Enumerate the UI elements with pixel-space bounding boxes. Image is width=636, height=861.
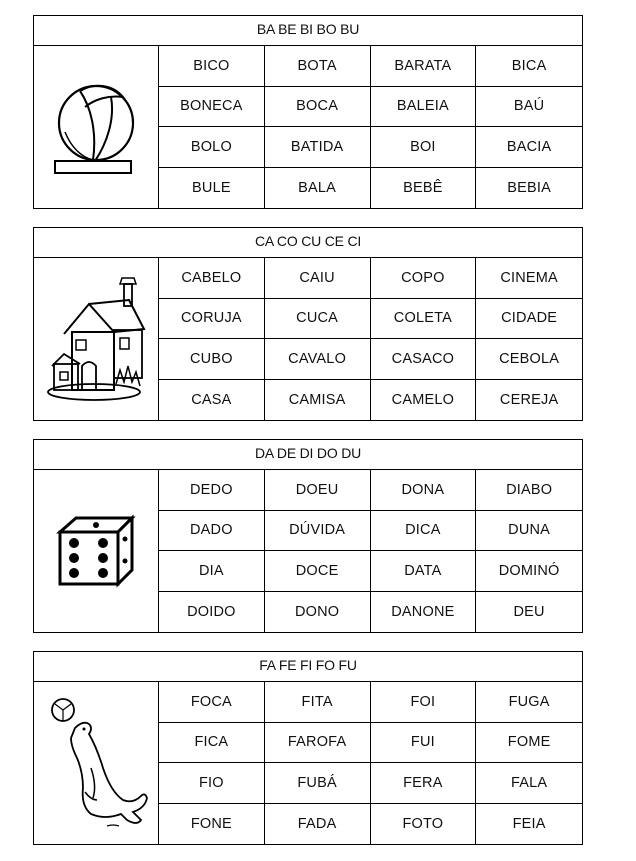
word-cell: DADO <box>159 511 265 552</box>
word-cell: CABELO <box>159 258 265 299</box>
word-cell: FEIA <box>512 815 546 832</box>
word-cell: FADA <box>265 804 371 845</box>
word-cell: DUNA <box>476 511 582 552</box>
word-cell: FOCA <box>159 682 265 723</box>
word-cell: FERA <box>371 763 477 804</box>
word-grid <box>159 470 582 632</box>
word-cell: BACIA <box>476 127 582 168</box>
beach-ball-icon <box>51 77 141 177</box>
word-cell: DOCE <box>265 551 371 592</box>
word-cell: BOTA <box>265 46 371 87</box>
word-cell: DÚVIDA <box>265 511 371 552</box>
house-icon <box>44 274 149 404</box>
block-title: BA BE BI BO BU <box>34 16 582 46</box>
word-cell: DANONE <box>371 592 477 633</box>
word-cell: BEBÊ <box>371 168 477 209</box>
block-title: DA DE DI DO DU <box>34 440 582 470</box>
word-cell: BICA <box>476 46 582 87</box>
word-cell: FAROFA <box>265 723 371 764</box>
block-title: CA CO CU CE CI <box>34 228 582 258</box>
word-cell: BAÚ <box>476 87 582 128</box>
word-grid <box>159 682 582 844</box>
word-cell: BEBIA <box>507 179 551 196</box>
word-cell: BALEIA <box>371 87 477 128</box>
word-cell: BONECA <box>159 87 265 128</box>
seal-icon <box>41 688 151 838</box>
word-cell: FOME <box>476 723 582 764</box>
word-cell: COLETA <box>371 299 477 340</box>
word-cell: FUI <box>371 723 477 764</box>
word-cell: BOLO <box>159 127 265 168</box>
word-cell: FOTO <box>371 804 477 845</box>
word-cell: BOCA <box>265 87 371 128</box>
word-cell: FUBÁ <box>265 763 371 804</box>
word-cell: FIO <box>159 763 265 804</box>
word-cell: COPO <box>371 258 477 299</box>
word-cell: DOIDO <box>159 592 265 633</box>
picture-cell <box>34 470 159 632</box>
syllable-block-b <box>33 15 583 209</box>
word-cell: CASACO <box>371 339 477 380</box>
word-cell: BOI <box>371 127 477 168</box>
word-cell: CIDADE <box>476 299 582 340</box>
word-cell: FITA <box>265 682 371 723</box>
block-title: FA FE FI FO FU <box>34 652 582 682</box>
word-cell: FICA <box>159 723 265 764</box>
word-grid <box>159 258 582 420</box>
word-cell: DOEU <box>265 470 371 511</box>
word-cell: FOI <box>371 682 477 723</box>
word-grid <box>159 46 582 208</box>
word-cell: DONA <box>371 470 477 511</box>
syllable-block-d <box>33 439 583 633</box>
word-cell: BULE <box>159 168 265 209</box>
word-cell: DOMINÓ <box>476 551 582 592</box>
syllable-block-f <box>33 651 583 845</box>
word-cell: CUCA <box>265 299 371 340</box>
word-cell: DEU <box>513 603 545 620</box>
word-cell: CEBOLA <box>476 339 582 380</box>
word-cell: CAIU <box>265 258 371 299</box>
word-cell: CEREJA <box>499 391 559 408</box>
word-cell: DONO <box>265 592 371 633</box>
word-cell: BARATA <box>371 46 477 87</box>
word-cell: DIABO <box>476 470 582 511</box>
word-cell: CORUJA <box>159 299 265 340</box>
word-cell: DATA <box>371 551 477 592</box>
word-cell: BALA <box>265 168 371 209</box>
picture-cell <box>34 258 159 420</box>
picture-cell <box>34 46 159 208</box>
word-cell: CASA <box>159 380 265 421</box>
word-cell: CAMISA <box>265 380 371 421</box>
word-cell: CUBO <box>159 339 265 380</box>
word-cell: BICO <box>159 46 265 87</box>
word-cell: CINEMA <box>476 258 582 299</box>
word-cell: FUGA <box>476 682 582 723</box>
word-cell: FALA <box>476 763 582 804</box>
word-cell: DIA <box>159 551 265 592</box>
word-cell: CAVALO <box>265 339 371 380</box>
word-cell: FONE <box>159 804 265 845</box>
word-cell: CAMELO <box>371 380 477 421</box>
word-cell: DEDO <box>159 470 265 511</box>
word-cell: DICA <box>371 511 477 552</box>
die-icon <box>56 514 136 589</box>
picture-cell <box>34 682 159 844</box>
syllable-block-c <box>33 227 583 421</box>
word-cell: BATIDA <box>265 127 371 168</box>
